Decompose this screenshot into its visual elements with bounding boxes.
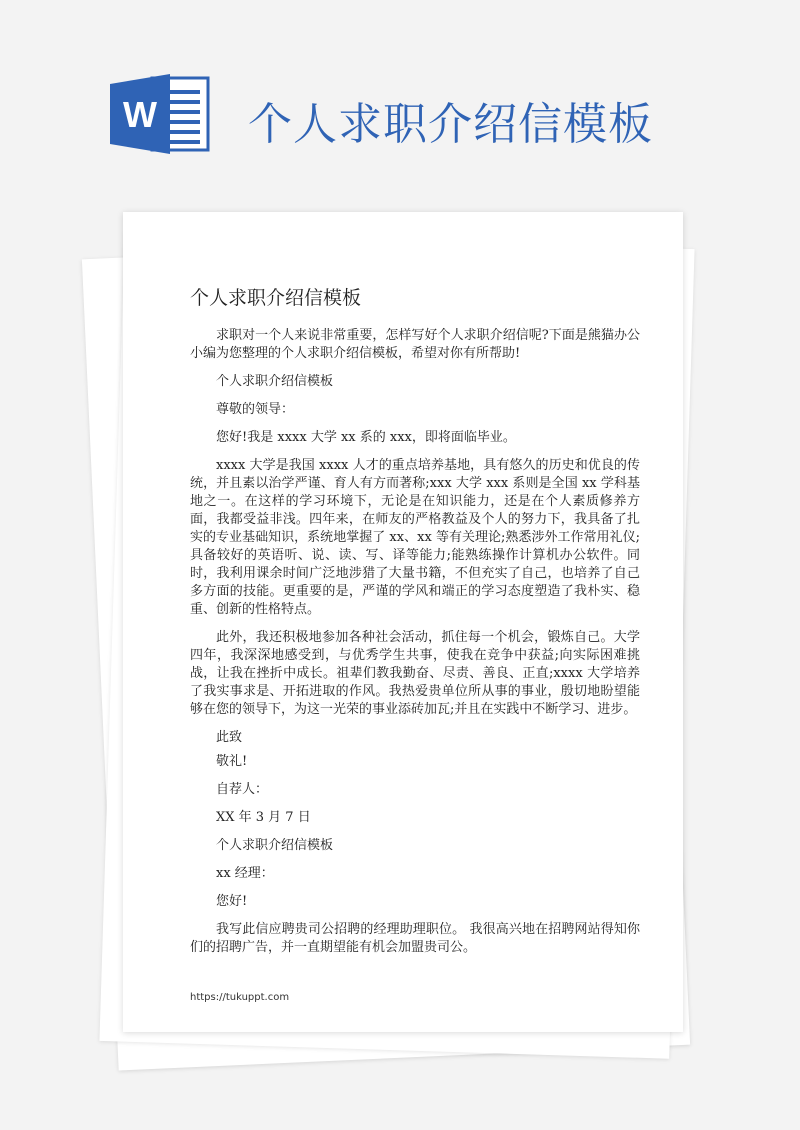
greeting-line: 您好!我是 xxxx 大学 xx 系的 xxx，即将面临毕业。 <box>216 430 516 445</box>
intro-paragraph: 求职对一个人来说非常重要，怎样写好个人求职介绍信呢?下面是熊猫办公小编为您整理的个人求职介绍信模板，希望对你有所帮助! <box>190 328 640 361</box>
body-paragraph: 此外，我还积极地参加各种社会活动，抓住每一个机会，锻炼自己。大学四年，我深深地感受到，与优秀学生共事，使我在竞争中获益;向实际困难挑战，让我在挫折中成长。祖辈们教我勤奋、尽责、善良、正直;xxxx 大学培养了我实事求是、开拓进取的作风。我热爱贵单位所从事的事业，殷切地盼望能够在您的领导下，为这一光荣的事业添砖加瓦;并且在实践中不断学习、进步。 <box>190 630 640 717</box>
date-line: XX 年 3 月 7 日 <box>216 810 311 825</box>
salutation: xx 经理： <box>216 866 274 881</box>
closing-line: 敬礼! <box>216 754 248 769</box>
document-body <box>190 327 640 967</box>
letter-heading: 个人求职介绍信模板 <box>216 838 334 853</box>
page-title: 个人求职介绍信模板 <box>248 99 653 150</box>
word-icon-letter: W <box>123 94 157 135</box>
greeting-line: 您好! <box>216 894 248 909</box>
letter-heading: 个人求职介绍信模板 <box>216 374 334 389</box>
footer-url: https://tukuppt.com <box>190 992 290 1003</box>
document-title: 个人求职介绍信模板 <box>190 287 362 309</box>
word-document-icon <box>110 72 216 156</box>
body-paragraph: 我写此信应聘贵司公招聘的经理助理职位。 我很高兴地在招聘网站得知你们的招聘广告，并一直期望能有机会加盟贵司公。 <box>190 922 640 955</box>
body-paragraph: xxxx 大学是我国 xxxx 人才的重点培养基地，具有悠久的历史和优良的传统，并且素以治学严谨、育人有方而著称;xxx 大学 xxx 系则是全国 xx 学科基地之一。在这样的学习环境下，无论是在知识能力，还是在个人素质修养方面，我都受益非浅。四年来，在师友的严格教益及个人的努力下，我具备了扎实的专业基础知识，系统地掌握了 xx、xx 等有关理论;熟悉涉外工作常用礼仪;具备较好的英语听、说、读、写、译等能力;能熟练操作计算机办公软件。同时，我利用课余时间广泛地涉猎了大量书籍，不但充实了自己，也培养了自己多方面的技能。更重要的是，严谨的学风和端正的学习态度塑造了我朴实、稳重、创新的性格特点。 <box>190 458 640 617</box>
salutation: 尊敬的领导： <box>216 402 295 417</box>
signature-line: 自荐人： <box>216 782 269 797</box>
closing-line: 此致 <box>216 730 243 745</box>
